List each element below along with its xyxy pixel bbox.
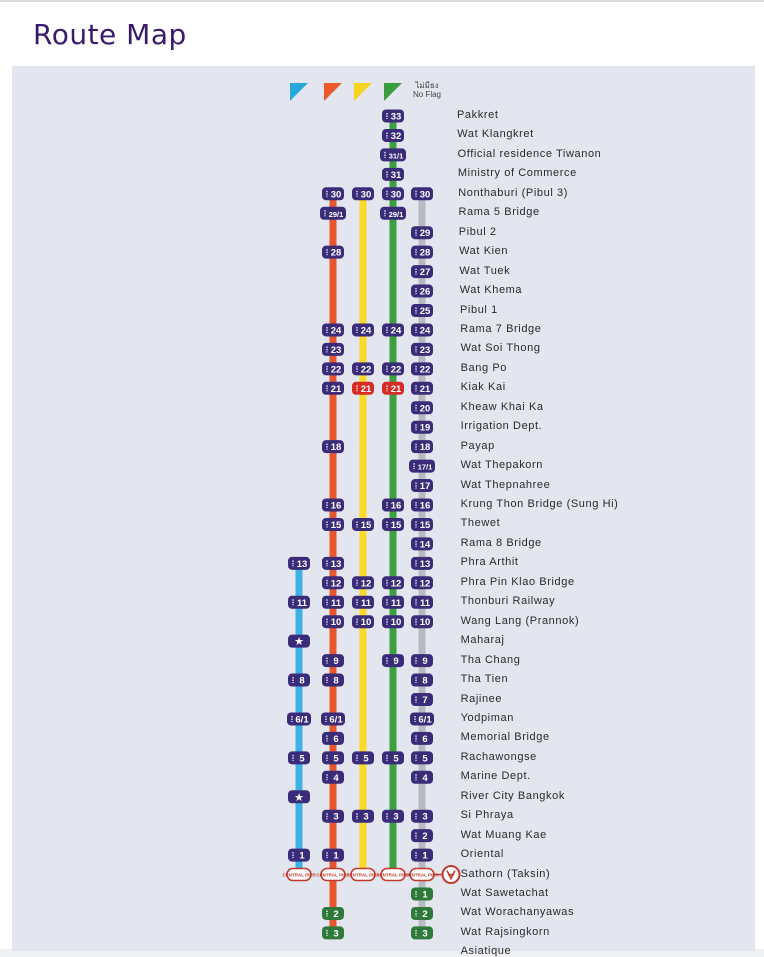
station-code: 24 (390, 325, 402, 337)
station-badge (382, 362, 404, 375)
station-badge (411, 265, 433, 278)
station-label: Phra Arthit (460, 556, 519, 569)
station-label: Wat Thepnahree (460, 478, 551, 491)
station-badge (411, 323, 433, 336)
station-badge (287, 712, 311, 725)
bts-icon (443, 866, 460, 883)
station-code: 22 (390, 364, 402, 376)
station-label: Thewet (460, 517, 501, 530)
station-badge (382, 654, 404, 667)
station-code: 24 (419, 325, 431, 337)
station-code: 1 (422, 850, 428, 862)
station-code: 29/1 (388, 209, 404, 219)
station-label: Wat Klangkret (457, 128, 534, 141)
station-code: 3 (363, 811, 369, 823)
station-badge (411, 751, 433, 764)
station-code: 10 (330, 617, 342, 629)
station-code: 24 (330, 325, 342, 337)
station-code: 29 (419, 228, 431, 240)
station-code: 11 (360, 597, 372, 609)
station-code: 4 (333, 772, 339, 784)
station-label: Rama 5 Bridge (458, 206, 540, 219)
station-code: 25 (419, 306, 431, 317)
station-label: Nonthaburi (Pibul 3) (458, 186, 569, 199)
station-code: 13 (330, 558, 342, 570)
station-badge (352, 576, 374, 589)
central-pier-badge-text: CENTRAL PIER (405, 872, 439, 878)
station-badge (411, 440, 433, 453)
station-label: Yodpiman (460, 711, 514, 724)
central-pier-badge (282, 869, 316, 881)
station-code: 11 (330, 597, 342, 609)
station-label: Krung Thon Bridge (Sung Hi) (460, 498, 619, 510)
station-badge (322, 810, 344, 823)
station-badge (288, 635, 310, 649)
station-badge (322, 499, 344, 512)
station-code: 12 (360, 578, 372, 590)
station-code: 32 (390, 130, 402, 142)
station-badge (411, 382, 433, 395)
station-label: Si Phraya (460, 809, 514, 822)
station-label: Pakkret (457, 109, 499, 121)
station-label: Wat Khema (459, 284, 523, 297)
central-pier-badge (346, 869, 380, 881)
station-code: 5 (299, 753, 305, 765)
station-code: 16 (419, 500, 431, 512)
station-badge (352, 615, 374, 628)
station-badge (411, 343, 433, 356)
station-code: 11 (390, 597, 402, 609)
station-code: 30 (360, 189, 372, 201)
station-code: 22 (360, 364, 372, 376)
station-badge (320, 207, 346, 220)
station-badge (382, 382, 404, 395)
station-code: 31/1 (388, 151, 404, 161)
legend-flag-orange-flag (324, 83, 342, 101)
station-badge (322, 343, 344, 356)
station-code: 3 (393, 811, 399, 823)
station-code: 5 (363, 753, 369, 765)
station-badge (411, 829, 433, 842)
station-badge (411, 576, 433, 589)
station-badges (282, 110, 459, 940)
station-badge (411, 518, 433, 531)
station-badge (322, 771, 344, 784)
station-badge (410, 712, 434, 725)
station-badge (411, 499, 433, 512)
station-code: 2 (422, 831, 428, 843)
station-label: Asiatique (460, 945, 512, 957)
star-icon: ★ (294, 790, 304, 804)
station-label: Wat Sawetachat (460, 887, 549, 899)
legend-flag-green-flag (384, 83, 402, 101)
station-code: 12 (330, 578, 342, 590)
station-label: Payap (460, 439, 495, 452)
station-badge (380, 148, 406, 161)
station-label: Pibul 1 (460, 303, 498, 316)
station-badge (411, 187, 433, 200)
station-code: 9 (393, 656, 399, 668)
station-badge (322, 596, 344, 609)
station-code: 16 (390, 500, 402, 512)
station-code: 8 (422, 675, 428, 687)
station-code: 18 (330, 442, 342, 454)
station-code: 16 (330, 500, 342, 512)
station-code: 21 (330, 383, 342, 395)
station-code: 12 (390, 578, 402, 590)
station-code: 3 (333, 928, 339, 940)
station-badge (322, 732, 344, 745)
station-badge (382, 323, 404, 336)
station-label: Ministry of Commerce (457, 167, 577, 180)
station-badge (411, 654, 433, 667)
station-label: Official residence Tiwanon (457, 147, 602, 160)
station-badge (411, 421, 433, 434)
station-label: Oriental (460, 848, 504, 861)
station-badge (322, 518, 344, 531)
station-code: 28 (419, 247, 431, 259)
station-badge (288, 751, 310, 764)
station-badge (352, 187, 374, 200)
station-badge (322, 246, 344, 259)
station-label: Wat Muang Kae (460, 828, 547, 841)
station-badge (322, 362, 344, 375)
station-label: Tha Tien (460, 673, 509, 686)
legend-no-flag (410, 81, 444, 99)
station-badge (411, 304, 433, 317)
station-code: 15 (360, 519, 372, 531)
station-code: 17/1 (417, 462, 433, 472)
station-label: Memorial Bridge (460, 731, 550, 744)
station-label: Wat Tuek (459, 264, 511, 277)
station-code: 6 (422, 733, 428, 745)
station-code: 11 (296, 597, 308, 609)
station-code: 31 (390, 169, 402, 181)
station-code: 21 (419, 383, 431, 395)
station-badge (322, 576, 344, 589)
station-code: 1 (333, 850, 339, 862)
star-icon: ★ (294, 635, 304, 649)
station-badge (411, 888, 433, 901)
station-badge (411, 246, 433, 259)
central-pier-badge (316, 869, 350, 881)
station-code: 28 (330, 247, 342, 259)
station-badge (411, 732, 433, 745)
station-code: 13 (296, 558, 308, 570)
station-code: 18 (419, 442, 431, 454)
station-badge (411, 557, 433, 570)
station-code: 30 (330, 189, 342, 201)
station-label: Wat Soi Thong (460, 342, 541, 355)
station-code: 11 (419, 597, 431, 609)
station-badge (382, 615, 404, 628)
station-code: 29/1 (328, 209, 344, 219)
station-code: 26 (419, 286, 431, 298)
station-label: Wat Worachanyawas (460, 906, 575, 919)
station-badge (288, 849, 310, 862)
station-code: 5 (422, 753, 428, 765)
station-code: 19 (419, 422, 431, 434)
station-label: Rajinee (460, 692, 503, 705)
station-label: Marine Dept. (460, 770, 531, 783)
central-pier-badge-text: CENTRAL PIER (282, 872, 316, 878)
legend-no-flag-thai: ไม่มีธง (415, 81, 439, 90)
station-code: 9 (333, 656, 339, 668)
legend-flag-yellow-flag (354, 83, 372, 101)
station-code: 30 (390, 189, 402, 201)
station-code: 1 (422, 889, 428, 901)
station-badge (382, 810, 404, 823)
station-label: Wat Kien (459, 245, 509, 258)
station-code: 10 (390, 617, 402, 629)
station-label: Wang Lang (Prannok) (460, 614, 580, 627)
station-code: 22 (419, 364, 431, 376)
station-code: 22 (330, 364, 342, 376)
station-label: Sathorn (Taksin) (460, 867, 551, 880)
station-badge (288, 596, 310, 609)
station-label: Bang Po (460, 361, 507, 374)
station-code: 2 (422, 908, 428, 920)
station-badge (322, 849, 344, 862)
legend-flag-blue-flag (290, 83, 308, 101)
station-badge (352, 810, 374, 823)
station-code: 14 (419, 539, 431, 551)
station-badge (411, 674, 433, 687)
station-label: Rama 7 Bridge (460, 322, 542, 335)
station-badge (382, 518, 404, 531)
station-code: 2 (333, 908, 339, 920)
station-badge (382, 168, 404, 181)
station-badge (380, 207, 406, 220)
station-code: 3 (422, 928, 428, 940)
station-code: 24 (360, 325, 372, 337)
station-label: Tha Chang (460, 653, 521, 666)
station-code: 5 (333, 753, 339, 765)
station-badge (411, 401, 433, 414)
station-label: Kiak Kai (460, 381, 506, 394)
station-code: 6/1 (418, 714, 432, 726)
station-badge (322, 654, 344, 667)
station-badge (382, 576, 404, 589)
station-badge (352, 596, 374, 609)
station-badge (382, 187, 404, 200)
station-badge (352, 518, 374, 531)
station-badge (321, 712, 345, 725)
station-code: 21 (390, 383, 402, 395)
station-code: 33 (390, 111, 402, 123)
station-badge (322, 187, 344, 200)
station-badge (382, 110, 404, 123)
station-code: 5 (393, 753, 399, 765)
station-badge (382, 596, 404, 609)
station-code: 10 (419, 617, 431, 629)
station-code: 23 (419, 344, 431, 356)
station-label: Phra Pin Klao Bridge (460, 575, 575, 588)
route-map-diagram (12, 66, 755, 951)
station-code: 15 (330, 519, 342, 531)
station-badge (411, 479, 433, 492)
station-label: Maharaj (460, 634, 505, 647)
central-pier-badge-text: CENTRAL PIER (376, 872, 410, 878)
station-badge (352, 751, 374, 764)
station-code: 6/1 (295, 714, 309, 726)
central-pier-badge-text: CENTRAL PIER (346, 872, 380, 878)
station-badge (322, 674, 344, 687)
station-code: 4 (422, 772, 428, 784)
station-badge (352, 382, 374, 395)
station-badge (322, 440, 344, 453)
route-map (12, 66, 755, 957)
station-badge (411, 693, 433, 706)
page-title: Route Map (33, 18, 187, 51)
station-badge (411, 596, 433, 609)
station-code: 15 (419, 519, 431, 531)
station-label: Wat Rajsingkorn (460, 925, 550, 938)
station-code: 6 (333, 733, 339, 745)
station-badge (411, 615, 433, 628)
station-badge (411, 810, 433, 823)
station-badge (288, 674, 310, 687)
station-label: Irrigation Dept. (460, 420, 543, 433)
station-badge (322, 615, 344, 628)
station-code: 9 (422, 656, 428, 668)
station-badge (411, 907, 433, 920)
station-badge (409, 460, 435, 473)
station-label: Thonburi Railway (460, 595, 556, 608)
station-code: 17 (419, 481, 431, 493)
station-badge (322, 382, 344, 395)
station-badge (411, 537, 433, 550)
station-badge (288, 557, 310, 570)
legend-no-flag-en: No Flag (412, 90, 441, 99)
station-badge (322, 557, 344, 570)
station-badge (411, 849, 433, 862)
station-code: 1 (299, 850, 305, 862)
station-badge (411, 285, 433, 298)
station-code: 3 (422, 811, 428, 823)
station-code: 8 (299, 675, 305, 687)
station-code: 7 (422, 695, 428, 706)
station-label: Wat Thepakorn (460, 459, 543, 472)
station-label: Pibul 2 (458, 225, 497, 238)
station-badge (288, 790, 310, 804)
station-badge (322, 907, 344, 920)
station-badge (382, 499, 404, 512)
station-label: River City Bangkok (460, 789, 565, 802)
station-badge (382, 751, 404, 764)
station-label: Rama 8 Bridge (460, 536, 542, 549)
station-code: 13 (419, 558, 431, 570)
station-badge (411, 771, 433, 784)
station-label: Rachawongse (460, 750, 537, 763)
station-badge (322, 751, 344, 764)
station-badge (411, 362, 433, 375)
station-badge (352, 323, 374, 336)
station-badge (352, 362, 374, 375)
station-code: 15 (390, 519, 402, 531)
station-badge (322, 323, 344, 336)
station-badge (411, 226, 433, 239)
station-code: 6/1 (329, 714, 343, 726)
station-code: 20 (419, 403, 431, 415)
central-pier-badge-text: CENTRAL PIER (316, 872, 350, 878)
station-code: 27 (419, 267, 431, 279)
station-label: Kheaw Khai Ka (460, 400, 544, 413)
station-badge (382, 129, 404, 142)
station-badge (322, 926, 344, 939)
station-code: 12 (419, 578, 431, 590)
station-code: 23 (330, 344, 342, 356)
station-code: 10 (360, 617, 372, 629)
station-code: 21 (360, 383, 372, 395)
station-code: 8 (333, 675, 339, 687)
station-code: 30 (419, 189, 431, 201)
station-code: 3 (333, 811, 339, 823)
station-badge (411, 926, 433, 939)
